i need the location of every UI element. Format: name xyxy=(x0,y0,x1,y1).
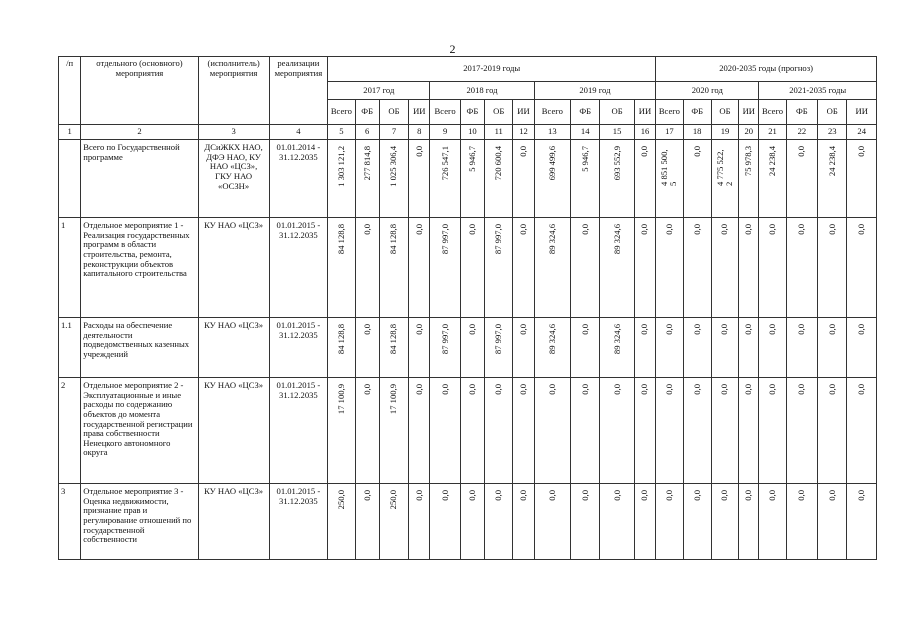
column-number: 11 xyxy=(485,125,513,140)
value-cell xyxy=(355,484,379,560)
value-text: 87 997,0 xyxy=(439,324,450,355)
value-text: 17 100,9 xyxy=(388,384,399,415)
value-text: 0,0 xyxy=(361,384,372,395)
value-cell xyxy=(634,484,655,560)
value-text: 0,0 xyxy=(826,490,837,501)
value-cell xyxy=(656,218,683,318)
value-text: 0,0 xyxy=(767,384,778,395)
value-cell xyxy=(600,318,634,378)
value-text: 87 997,0 xyxy=(439,224,450,255)
value-text: 720 600,4 xyxy=(493,146,504,181)
value-text: 250,0 xyxy=(388,490,399,510)
value-cell xyxy=(847,378,877,484)
header-subcol: ФБ xyxy=(683,100,711,125)
value-text: 0,0 xyxy=(856,324,867,335)
value-cell xyxy=(634,218,655,318)
value-cell xyxy=(759,318,786,378)
value-cell xyxy=(571,140,600,218)
value-cell xyxy=(818,484,847,560)
value-cell xyxy=(634,140,655,218)
value-cell xyxy=(818,218,847,318)
value-text: 0,0 xyxy=(796,224,807,235)
value-text: 0,0 xyxy=(413,146,424,157)
value-cell xyxy=(634,318,655,378)
value-text: 0,0 xyxy=(413,324,424,335)
value-cell xyxy=(739,218,759,318)
value-cell xyxy=(460,218,484,318)
value-cell xyxy=(683,378,711,484)
value-cell xyxy=(328,318,355,378)
value-text: 0,0 xyxy=(517,384,528,395)
column-number: 19 xyxy=(711,125,738,140)
value-cell xyxy=(534,140,570,218)
value-text: 0,0 xyxy=(361,324,372,335)
column-number: 1 xyxy=(59,125,81,140)
value-cell xyxy=(534,218,570,318)
value-text: 0,0 xyxy=(517,146,528,157)
value-text: 0,0 xyxy=(767,490,778,501)
header-subcol: ОБ xyxy=(711,100,738,125)
value-cell xyxy=(683,218,711,318)
value-text: 699 499,6 xyxy=(546,146,557,181)
value-cell xyxy=(847,140,877,218)
value-cell xyxy=(818,378,847,484)
value-text: 0,0 xyxy=(826,324,837,335)
value-text: 0,0 xyxy=(361,224,372,235)
column-number: 16 xyxy=(634,125,655,140)
executor: КУ НАО «ЦСЗ» xyxy=(198,218,269,318)
value-text: 89 324,6 xyxy=(611,224,622,255)
value-cell xyxy=(485,218,513,318)
header-subcol: ФБ xyxy=(786,100,817,125)
table-row xyxy=(59,318,877,378)
value-text: 0,0 xyxy=(413,224,424,235)
value-cell xyxy=(600,484,634,560)
period: 01.01.2015 - 31.12.2035 xyxy=(269,218,328,318)
value-text: 250,0 xyxy=(335,490,346,510)
value-text: 89 324,6 xyxy=(611,324,622,355)
value-text: 0,0 xyxy=(493,384,504,395)
value-text: 24 238,4 xyxy=(826,146,837,177)
value-text: 0,0 xyxy=(439,490,450,501)
event-name: Расходы на обеспечение деятельности подведомственных казенных учреждений xyxy=(81,318,198,378)
value-cell xyxy=(739,140,759,218)
value-text: 0,0 xyxy=(611,384,622,395)
header-period: реализации мероприятия xyxy=(269,57,328,125)
value-cell xyxy=(328,378,355,484)
value-cell xyxy=(379,218,408,318)
value-cell xyxy=(460,318,484,378)
header-subcol: ИИ xyxy=(409,100,430,125)
value-cell xyxy=(571,378,600,484)
event-name: Всего по Государственной программе xyxy=(81,140,198,218)
value-cell xyxy=(328,140,355,218)
value-cell xyxy=(818,318,847,378)
column-number: 20 xyxy=(739,125,759,140)
value-cell xyxy=(513,484,534,560)
column-number: 24 xyxy=(847,125,877,140)
value-cell xyxy=(683,318,711,378)
table-row xyxy=(59,140,877,218)
row-number: 1 xyxy=(59,218,81,318)
value-text: 5 946,7 xyxy=(579,146,590,172)
value-text: 0,0 xyxy=(413,490,424,501)
value-text: 0,0 xyxy=(639,490,650,501)
value-cell xyxy=(759,378,786,484)
value-cell xyxy=(513,318,534,378)
value-text: 0,0 xyxy=(691,384,702,395)
column-number: 22 xyxy=(786,125,817,140)
value-cell xyxy=(430,218,460,318)
value-text: 0,0 xyxy=(691,324,702,335)
value-text: 0,0 xyxy=(439,384,450,395)
value-cell xyxy=(786,378,817,484)
value-cell xyxy=(711,318,738,378)
header-column-numbers xyxy=(59,125,877,140)
value-text: 0,0 xyxy=(663,324,674,335)
value-cell xyxy=(759,140,786,218)
column-number: 14 xyxy=(571,125,600,140)
value-cell xyxy=(328,218,355,318)
column-number: 12 xyxy=(513,125,534,140)
value-text: 17 100,9 xyxy=(335,384,346,415)
value-cell xyxy=(409,140,430,218)
value-text: 5 946,7 xyxy=(466,146,477,172)
value-text: 0,0 xyxy=(466,324,477,335)
header-group-2017-2019: 2017-2019 годы xyxy=(328,57,656,82)
header-subcol: ОБ xyxy=(485,100,513,125)
value-text: 0,0 xyxy=(466,384,477,395)
value-text: 0,0 xyxy=(743,384,754,395)
value-text: 1 303 121,2 xyxy=(335,146,346,187)
value-cell xyxy=(847,484,877,560)
value-cell xyxy=(430,484,460,560)
value-text: 277 814,8 xyxy=(361,146,372,181)
value-text: 0,0 xyxy=(796,146,807,157)
executor: ДСиЖКХ НАО, ДФЭ НАО, КУ НАО «ЦСЗ», ГКУ НАО «ОСЗН» xyxy=(198,140,269,218)
header-subcol: ФБ xyxy=(355,100,379,125)
header-subcol: ИИ xyxy=(634,100,655,125)
header-event: отдельного (основного) мероприятия xyxy=(81,57,198,125)
table-row xyxy=(59,484,877,560)
value-cell xyxy=(513,140,534,218)
value-cell xyxy=(571,484,600,560)
value-cell xyxy=(534,484,570,560)
value-text: 0,0 xyxy=(691,490,702,501)
value-cell xyxy=(485,378,513,484)
header-subcol: ФБ xyxy=(460,100,484,125)
event-name: Отдельное мероприятие 3 - Оценка недвижимости, признание прав и регулирование отношений по государственной собственности xyxy=(81,484,198,560)
value-cell xyxy=(409,378,430,484)
value-cell xyxy=(711,484,738,560)
value-text: 0,0 xyxy=(663,490,674,501)
value-text: 1 025 306,4 xyxy=(388,146,399,187)
page-number: 2 xyxy=(449,42,456,56)
column-number: 3 xyxy=(198,125,269,140)
value-cell xyxy=(409,484,430,560)
column-number: 10 xyxy=(460,125,484,140)
executor: КУ НАО «ЦСЗ» xyxy=(198,318,269,378)
value-cell xyxy=(430,378,460,484)
value-text: 0,0 xyxy=(719,324,730,335)
value-cell xyxy=(656,378,683,484)
value-cell xyxy=(711,140,738,218)
executor: КУ НАО «ЦСЗ» xyxy=(198,484,269,560)
value-text: 0,0 xyxy=(579,384,590,395)
value-text: 0,0 xyxy=(743,490,754,501)
value-text: 84 128,8 xyxy=(335,324,346,355)
header-subcol: ИИ xyxy=(739,100,759,125)
header-subcol: ОБ xyxy=(600,100,634,125)
event-name: Отдельное мероприятие 1 - Реализация государственных программ в области строительства, ремонта, реконструкции объектов капитального строительства xyxy=(81,218,198,318)
value-cell xyxy=(513,378,534,484)
header-subcol: Всего xyxy=(430,100,460,125)
value-text: 0,0 xyxy=(579,324,590,335)
header-year-2019: 2019 год xyxy=(534,82,656,100)
value-text: 0,0 xyxy=(719,224,730,235)
value-text: 0,0 xyxy=(546,490,557,501)
table-header xyxy=(59,57,877,140)
table-row xyxy=(59,218,877,318)
column-number: 21 xyxy=(759,125,786,140)
value-text: 0,0 xyxy=(611,490,622,501)
value-cell xyxy=(600,218,634,318)
value-text: 0,0 xyxy=(826,224,837,235)
value-text: 0,0 xyxy=(856,146,867,157)
column-number: 7 xyxy=(379,125,408,140)
value-text: 0,0 xyxy=(517,224,528,235)
value-text: 693 552,9 xyxy=(611,146,622,181)
column-number: 15 xyxy=(600,125,634,140)
header-subcol: Всего xyxy=(534,100,570,125)
value-text: 87 997,0 xyxy=(493,324,504,355)
header-subcol: Всего xyxy=(656,100,683,125)
value-text: 0,0 xyxy=(639,384,650,395)
value-cell xyxy=(656,140,683,218)
value-text: 89 324,6 xyxy=(546,324,557,355)
value-cell xyxy=(786,484,817,560)
value-text: 0,0 xyxy=(796,490,807,501)
value-text: 0,0 xyxy=(639,224,650,235)
executor: КУ НАО «ЦСЗ» xyxy=(198,378,269,484)
value-text: 0,0 xyxy=(719,384,730,395)
header-year-2021-2035: 2021-2035 годы xyxy=(759,82,877,100)
header-pn: /п xyxy=(59,57,81,125)
header-subcol: ИИ xyxy=(847,100,877,125)
table-row xyxy=(59,378,877,484)
value-cell xyxy=(847,318,877,378)
header-year-2020: 2020 год xyxy=(656,82,759,100)
value-cell xyxy=(739,484,759,560)
value-text: 0,0 xyxy=(796,324,807,335)
value-cell xyxy=(460,140,484,218)
value-text: 0,0 xyxy=(517,490,528,501)
value-text: 0,0 xyxy=(579,490,590,501)
value-text: 0,0 xyxy=(466,490,477,501)
period: 01.01.2014 - 31.12.2035 xyxy=(269,140,328,218)
value-cell xyxy=(430,140,460,218)
header-executor: (исполнитель) мероприятия xyxy=(198,57,269,125)
value-text: 0,0 xyxy=(767,324,778,335)
value-cell xyxy=(571,218,600,318)
value-text: 4 851 500, 5 xyxy=(659,149,679,186)
value-cell xyxy=(759,484,786,560)
value-cell xyxy=(485,484,513,560)
value-cell xyxy=(379,140,408,218)
column-number: 13 xyxy=(534,125,570,140)
value-text: 0,0 xyxy=(719,490,730,501)
value-cell xyxy=(379,484,408,560)
value-text: 24 238,4 xyxy=(767,146,778,177)
value-text: 75 978,3 xyxy=(743,146,754,177)
value-cell xyxy=(328,484,355,560)
value-text: 0,0 xyxy=(826,384,837,395)
value-cell xyxy=(355,218,379,318)
value-text: 726 547,1 xyxy=(439,146,450,181)
value-cell xyxy=(786,140,817,218)
value-cell xyxy=(634,378,655,484)
value-text: 0,0 xyxy=(413,384,424,395)
value-text: 0,0 xyxy=(796,384,807,395)
budget-table xyxy=(58,56,877,560)
value-cell xyxy=(409,218,430,318)
header-subcol: ИИ xyxy=(513,100,534,125)
header-year-2017: 2017 год xyxy=(328,82,430,100)
value-text: 0,0 xyxy=(743,324,754,335)
value-text: 0,0 xyxy=(856,384,867,395)
value-text: 0,0 xyxy=(639,146,650,157)
header-group-2020-2035: 2020-2035 годы (прогноз) xyxy=(656,57,877,82)
value-text: 84 128,8 xyxy=(388,224,399,255)
value-cell xyxy=(739,318,759,378)
value-cell xyxy=(818,140,847,218)
value-text: 0,0 xyxy=(856,224,867,235)
column-number: 4 xyxy=(269,125,328,140)
value-cell xyxy=(711,218,738,318)
value-text: 0,0 xyxy=(691,146,702,157)
column-number: 6 xyxy=(355,125,379,140)
column-number: 9 xyxy=(430,125,460,140)
row-number: 2 xyxy=(59,378,81,484)
column-number: 23 xyxy=(818,125,847,140)
value-text: 0,0 xyxy=(517,324,528,335)
value-cell xyxy=(460,378,484,484)
value-text: 0,0 xyxy=(493,490,504,501)
value-text: 89 324,6 xyxy=(546,224,557,255)
value-cell xyxy=(355,378,379,484)
period: 01.01.2015 - 31.12.2035 xyxy=(269,378,328,484)
header-subcol: Всего xyxy=(328,100,355,125)
table-body xyxy=(59,140,877,560)
period: 01.01.2015 - 31.12.2035 xyxy=(269,484,328,560)
column-number: 8 xyxy=(409,125,430,140)
value-text: 0,0 xyxy=(663,224,674,235)
event-name: Отдельное мероприятие 2 - Эксплуатационные и иные расходы по содержанию объектов до момента государственной регистрации права собственности Ненецкого автономного округа xyxy=(81,378,198,484)
row-number: 3 xyxy=(59,484,81,560)
value-cell xyxy=(656,484,683,560)
value-cell xyxy=(485,318,513,378)
value-text: 87 997,0 xyxy=(493,224,504,255)
value-text: 84 128,8 xyxy=(388,324,399,355)
value-cell xyxy=(786,318,817,378)
value-cell xyxy=(683,484,711,560)
value-text: 0,0 xyxy=(466,224,477,235)
value-text: 0,0 xyxy=(856,490,867,501)
value-text: 0,0 xyxy=(579,224,590,235)
value-cell xyxy=(739,378,759,484)
value-cell xyxy=(711,378,738,484)
row-number xyxy=(59,140,81,218)
column-number: 18 xyxy=(683,125,711,140)
value-cell xyxy=(600,140,634,218)
value-cell xyxy=(759,218,786,318)
header-subcol: ФБ xyxy=(571,100,600,125)
period: 01.01.2015 - 31.12.2035 xyxy=(269,318,328,378)
header-year-2018: 2018 год xyxy=(430,82,534,100)
value-text: 0,0 xyxy=(691,224,702,235)
column-number: 17 xyxy=(656,125,683,140)
value-text: 0,0 xyxy=(743,224,754,235)
header-subcol: ОБ xyxy=(379,100,408,125)
value-text: 0,0 xyxy=(361,490,372,501)
value-cell xyxy=(534,318,570,378)
value-text: 4 775 522, 2 xyxy=(714,149,734,186)
value-text: 0,0 xyxy=(546,384,557,395)
value-cell xyxy=(786,218,817,318)
value-text: 84 128,8 xyxy=(335,224,346,255)
header-subcol: Всего xyxy=(759,100,786,125)
value-cell xyxy=(571,318,600,378)
column-number: 2 xyxy=(81,125,198,140)
value-cell xyxy=(409,318,430,378)
value-text: 0,0 xyxy=(639,324,650,335)
value-cell xyxy=(355,140,379,218)
value-text: 0,0 xyxy=(767,224,778,235)
value-cell xyxy=(683,140,711,218)
value-cell xyxy=(460,484,484,560)
value-cell xyxy=(379,378,408,484)
value-cell xyxy=(847,218,877,318)
column-number: 5 xyxy=(328,125,355,140)
value-cell xyxy=(355,318,379,378)
row-number: 1.1 xyxy=(59,318,81,378)
header-subcol: ОБ xyxy=(818,100,847,125)
value-cell xyxy=(430,318,460,378)
value-cell xyxy=(656,318,683,378)
value-cell xyxy=(513,218,534,318)
value-cell xyxy=(379,318,408,378)
value-text: 0,0 xyxy=(663,384,674,395)
value-cell xyxy=(485,140,513,218)
value-cell xyxy=(600,378,634,484)
value-cell xyxy=(534,378,570,484)
